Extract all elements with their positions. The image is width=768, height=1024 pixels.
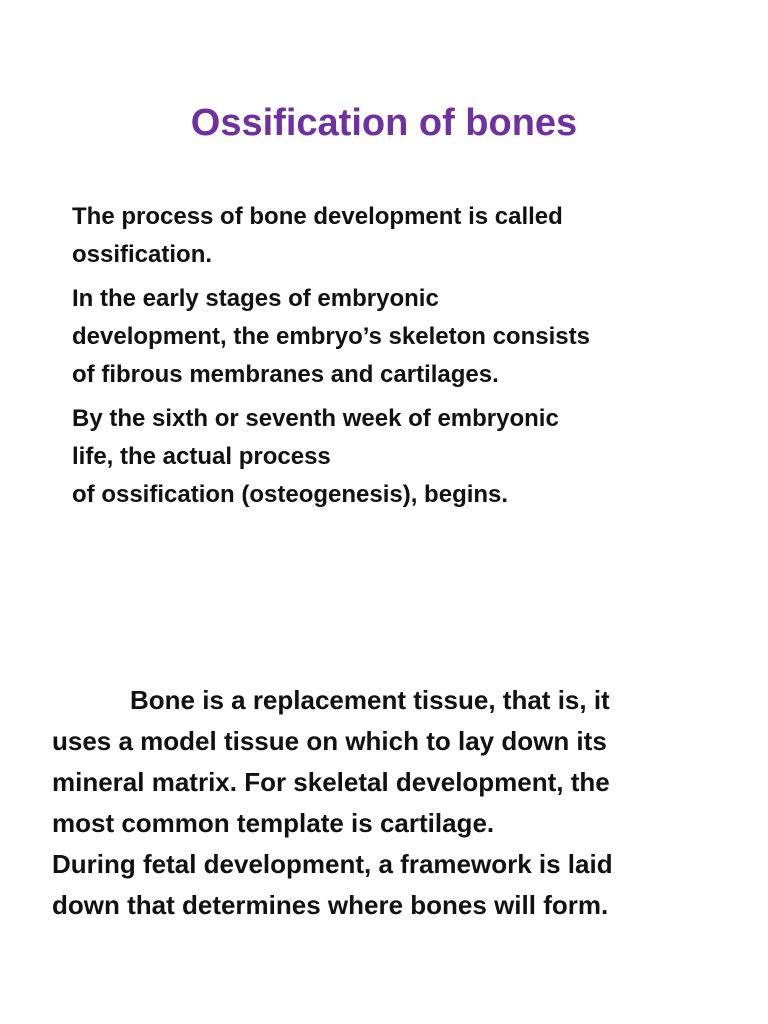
intro-paragraph-early-stages xyxy=(72,280,692,394)
text-line: of fibrous membranes and cartilages. xyxy=(72,361,499,388)
intro-text-block xyxy=(72,198,692,520)
page-title: Ossification of bones xyxy=(190,102,578,144)
text-line: By the sixth or seventh week of embryonic xyxy=(72,405,559,432)
text-line: Bone is a replacement tissue, that is, it xyxy=(130,685,610,715)
text-line: mineral matrix. For skeletal development, the xyxy=(52,767,610,797)
text-line: most common template is cartilage. xyxy=(52,808,495,838)
text-line: development, the embryo’s skeleton consists xyxy=(72,323,590,350)
text-line: of ossification (osteogenesis), begins. xyxy=(72,481,509,508)
body-paragraph-replacement-tissue xyxy=(52,680,732,926)
text-line: uses a model tissue on which to lay down its xyxy=(52,726,607,756)
intro-paragraph-osteogenesis-timing xyxy=(72,400,692,514)
text-line: down that determines where bones will form. xyxy=(52,890,609,920)
text-line: The process of bone development is called xyxy=(72,203,563,230)
text-line: During fetal development, a framework is laid xyxy=(52,849,613,879)
intro-paragraph-ossification-definition xyxy=(72,198,692,274)
body-text-block xyxy=(52,680,732,926)
text-line: ossification. xyxy=(72,241,213,268)
text-line: life, the actual process xyxy=(72,443,331,470)
text-line: In the early stages of embryonic xyxy=(72,285,439,312)
